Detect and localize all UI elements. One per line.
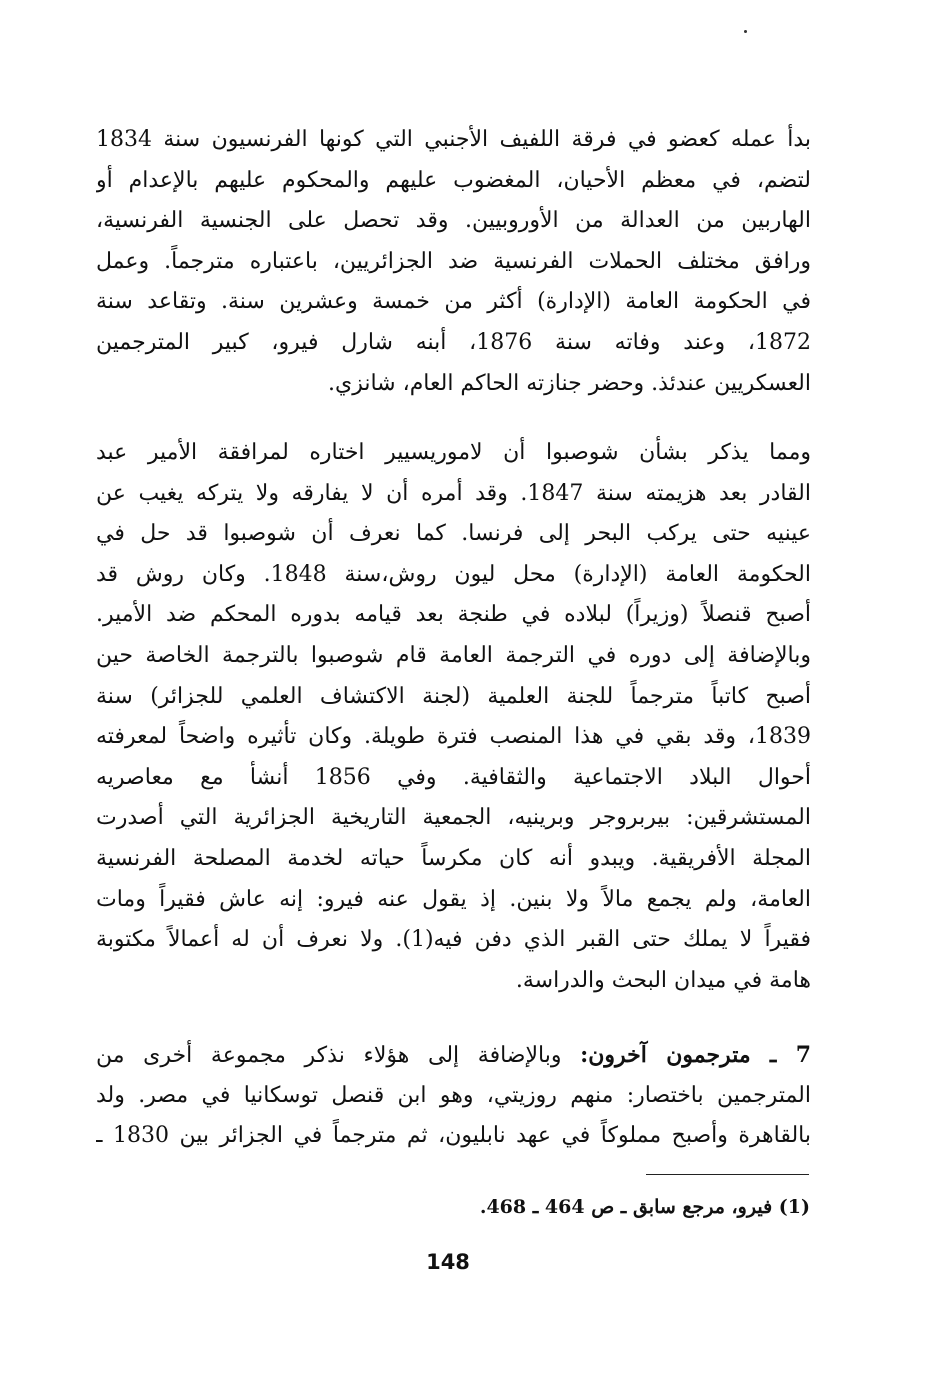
footnote: (1) فيرو، مرجع سابق ـ ص 464 ـ 468. [479,1196,810,1218]
text-line: أصبح قنصلاً (وزيراً) لبلاده في طنجة بعد قيامه بدوره المحكم ضد الأمير. [96,602,811,628]
text-line: المترجمين باختصار: منهم روزيتي، وهو ابن قنصل توسكانيا في مصر. ولد [96,1082,811,1108]
text-line: أحوال البلاد الاجتماعية والثقافية. وفي 1856 أنشأ مع معاصريه [96,764,811,790]
text-line: 1839، وقد بقي في هذا المنصب فترة طويلة. وكان تأثيره واضحاً لمعرفته [96,724,811,750]
text-line: بدأ عمله كعضو في فرقة اللفيف الأجنبي التي كونها الفرنسيون سنة 1834 [96,127,811,152]
text-line [96,1035,811,1076]
text-line: أصبح كاتباً مترجماً للجنة العلمية (لجنة الاكتشاف العلمي للجزائر) سنة [96,683,811,709]
text-run: وبالإضافة إلى هؤلاء نذكر مجموعة أخرى من [96,1043,581,1068]
text-line: المجلة الأفريقية. ويبدو أنه كان مكرساً حياته لخدمة المصلحة الفرنسية [96,845,811,871]
print-speck [744,30,747,33]
text-line: هامة في ميدان البحث والدراسة. [515,967,811,993]
section-heading: 7 ـ مترجمون آخرون: [580,1042,811,1068]
page-number: 148 [426,1250,470,1274]
text-line: بالقاهرة وأصبح مملوكاً في عهد نابليون، ثم مترجماً في الجزائر بين 1830 ـ [96,1123,811,1149]
footnote-divider [646,1174,809,1175]
text-line: ومما يذكر بشأن شوصبوا أن لاموريسيير اختاره لمرافقة الأمير عبد [96,440,811,465]
text-line: العسكريين عندئذ. وحضر جنازته الحاكم العام، شانزي. [327,370,811,396]
text-line: الهاربين من العدالة من الأوروبيين. وقد تحصل على الجنسية الفرنسية، [96,208,811,234]
paragraph-3 [96,1035,811,1157]
paragraph-1 [96,120,811,404]
text-line: عينيه حتى يركب البحر إلى فرنسا. كما نعرف أن شوصبوا قد حل في [96,521,811,547]
text-line: القادر بعد هزيمته سنة 1847. وقد أمره أن لا يفارقه ولا يتركه يغيب عن [96,480,811,506]
text-line: العامة، ولم يجمع مالاً ولا بنين. إذ يقول عنه فيرو: إنه عاش فقيراً ومات [96,886,811,912]
paragraph-2 [96,433,811,1001]
text-line: الحكومة العامة (الإدارة) محل ليون روش،سنة 1848. وكان روش قد [96,561,811,587]
text-line: ورافق مختلف الحملات الفرنسية ضد الجزائريين، باعتباره مترجماً. وعمل [96,248,811,274]
text-line: المستشرقين: بيربروجر وبرينيه، الجمعية التاريخية الجزائرية التي أصدرت [96,805,811,831]
text-line: في الحكومة العامة (الإدارة) أكثر من خمسة وعشرين سنة. وتقاعد سنة [96,289,811,315]
text-line: 1872، وعند وفاته سنة 1876، أبنه شارل فيرو، كبير المترجمين [96,329,811,355]
text-line: لتضم، في معظم الأحيان، المغضوب عليهم والمحكوم عليهم بالإعدام أو [96,167,811,193]
text-line: وبالإضافة إلى دوره في الترجمة العامة قام شوصبوا بالترجمة الخاصة حين [96,642,811,668]
text-line: فقيراً لا يملك حتى القبر الذي دفن فيه(1). ولا نعرف أن له أعمالاً مكتوبة [96,927,811,953]
